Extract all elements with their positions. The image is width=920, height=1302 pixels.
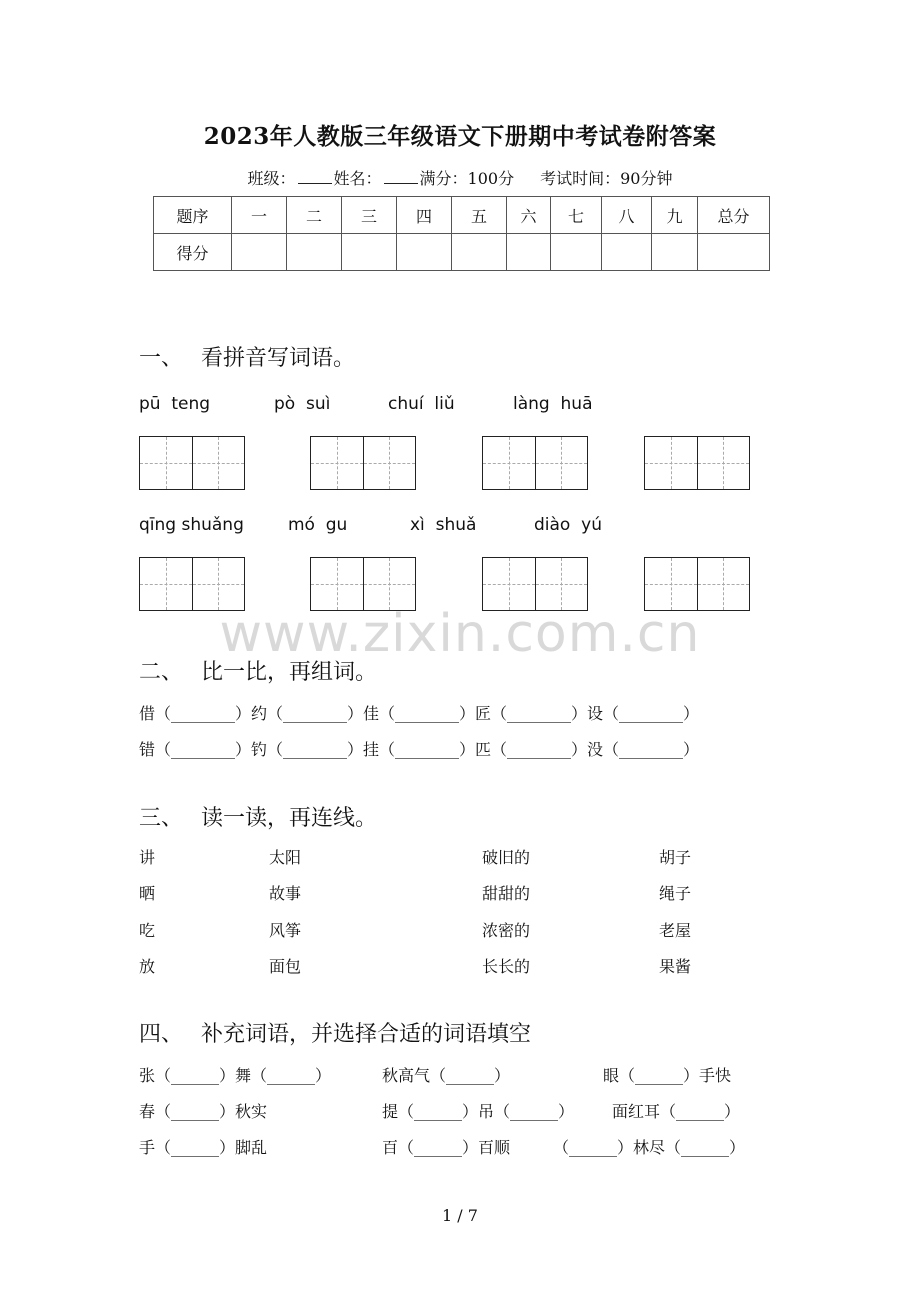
section-title: 读一读，再连线。 bbox=[201, 806, 378, 831]
section-title: 看拼音写词语。 bbox=[201, 346, 356, 371]
match-item[interactable]: 故事 bbox=[269, 884, 302, 903]
table-cell: 题序 bbox=[154, 197, 232, 234]
idiom-fill: （______）林尽（______） bbox=[553, 1138, 746, 1157]
idiom-fill: 眼（______）手快 bbox=[603, 1066, 732, 1085]
score-input-cell[interactable] bbox=[602, 234, 652, 271]
match-item[interactable]: 讲 bbox=[139, 848, 156, 867]
writing-grid[interactable] bbox=[482, 436, 588, 490]
pinyin-label: xì shuǎ bbox=[410, 515, 477, 535]
idiom-fill: 春（______）秋实 bbox=[139, 1102, 268, 1121]
writing-grid[interactable] bbox=[482, 557, 588, 611]
match-item[interactable]: 浓密的 bbox=[482, 921, 531, 940]
score-input-cell[interactable] bbox=[652, 234, 698, 271]
match-item[interactable]: 果酱 bbox=[659, 957, 692, 976]
table-cell: 七 bbox=[551, 197, 602, 234]
idiom-fill: 提（______）吊（______） bbox=[382, 1102, 575, 1121]
table-cell: 三 bbox=[342, 197, 397, 234]
idiom-fill: 百（______）百顺 bbox=[382, 1138, 511, 1157]
match-item[interactable]: 面包 bbox=[269, 957, 302, 976]
score-input-cell[interactable] bbox=[698, 234, 770, 271]
full-score: 满分：100分 bbox=[419, 169, 515, 188]
table-cell: 九 bbox=[652, 197, 698, 234]
match-item[interactable]: 甜甜的 bbox=[482, 884, 531, 903]
word-compare-line: 借（________）约（________）佳（________）匠（________）设（________） bbox=[139, 704, 700, 723]
word-compare-line: 错（________）钓（________）挂（________）匹（________）没（________） bbox=[139, 740, 700, 759]
table-cell: 五 bbox=[452, 197, 507, 234]
score-input-cell[interactable] bbox=[507, 234, 551, 271]
idiom-fill: 秋高气（______） bbox=[382, 1066, 511, 1085]
match-item[interactable]: 胡子 bbox=[659, 848, 692, 867]
pinyin-label: chuí liǔ bbox=[388, 394, 455, 414]
score-input-cell[interactable] bbox=[551, 234, 602, 271]
table-cell: 二 bbox=[287, 197, 342, 234]
writing-grid[interactable] bbox=[139, 436, 245, 490]
section-2-heading bbox=[139, 655, 377, 686]
pinyin-label: diào yú bbox=[534, 515, 602, 535]
idiom-fill: 张（______）舞（______） bbox=[139, 1066, 332, 1085]
table-cell: 一 bbox=[232, 197, 287, 234]
pinyin-label: làng huā bbox=[513, 394, 593, 414]
exam-time: 考试时间：90分钟 bbox=[540, 169, 673, 188]
match-item[interactable]: 绳子 bbox=[659, 884, 692, 903]
class-blank[interactable] bbox=[298, 169, 332, 184]
score-input-cell[interactable] bbox=[342, 234, 397, 271]
page-number: 1 / 7 bbox=[442, 1206, 478, 1225]
score-table-score-row bbox=[154, 234, 770, 271]
score-input-cell[interactable] bbox=[452, 234, 507, 271]
table-cell: 八 bbox=[602, 197, 652, 234]
idiom-fill: 面红耳（______） bbox=[612, 1102, 741, 1121]
pinyin-label: mó gu bbox=[288, 515, 348, 535]
match-item[interactable]: 长长的 bbox=[482, 957, 531, 976]
score-table-header-row bbox=[154, 197, 770, 234]
match-item[interactable]: 老屋 bbox=[659, 921, 692, 940]
table-cell: 六 bbox=[507, 197, 551, 234]
match-item[interactable]: 吃 bbox=[139, 921, 156, 940]
score-input-cell[interactable] bbox=[232, 234, 287, 271]
writing-grid[interactable] bbox=[310, 436, 416, 490]
page-title: 2023年人教版三年级语文下册期中考试卷附答案 bbox=[203, 123, 717, 150]
table-cell: 总分 bbox=[698, 197, 770, 234]
match-item[interactable]: 太阳 bbox=[269, 848, 302, 867]
pinyin-label: pò suì bbox=[274, 394, 331, 414]
score-input-cell[interactable] bbox=[287, 234, 342, 271]
exam-info bbox=[0, 166, 920, 189]
section-number: 一、 bbox=[139, 346, 184, 371]
writing-grid[interactable] bbox=[139, 557, 245, 611]
name-blank[interactable] bbox=[384, 169, 418, 184]
section-title: 补充词语，并选择合适的词语填空 bbox=[201, 1022, 532, 1047]
section-1-heading bbox=[139, 341, 355, 372]
section-number: 二、 bbox=[139, 660, 184, 685]
section-3-heading bbox=[139, 801, 377, 832]
section-title: 比一比，再组词。 bbox=[201, 660, 378, 685]
match-item[interactable]: 晒 bbox=[139, 884, 156, 903]
pinyin-label: qīng shuǎng bbox=[139, 515, 244, 535]
section-number: 四、 bbox=[139, 1022, 184, 1047]
match-item[interactable]: 破旧的 bbox=[482, 848, 531, 867]
class-label: 班级： bbox=[247, 169, 296, 188]
watermark: www.zixin.com.cn bbox=[219, 604, 701, 664]
idiom-fill: 手（______）脚乱 bbox=[139, 1138, 268, 1157]
table-cell: 四 bbox=[397, 197, 452, 234]
name-label: 姓名： bbox=[333, 169, 382, 188]
table-cell: 得分 bbox=[154, 234, 232, 271]
match-item[interactable]: 放 bbox=[139, 957, 156, 976]
score-table bbox=[153, 196, 770, 271]
pinyin-label: pū teng bbox=[139, 394, 211, 414]
score-input-cell[interactable] bbox=[397, 234, 452, 271]
writing-grid[interactable] bbox=[310, 557, 416, 611]
match-item[interactable]: 风筝 bbox=[269, 921, 302, 940]
section-4-heading bbox=[139, 1017, 531, 1048]
writing-grid[interactable] bbox=[644, 436, 750, 490]
writing-grid[interactable] bbox=[644, 557, 750, 611]
section-number: 三、 bbox=[139, 806, 184, 831]
